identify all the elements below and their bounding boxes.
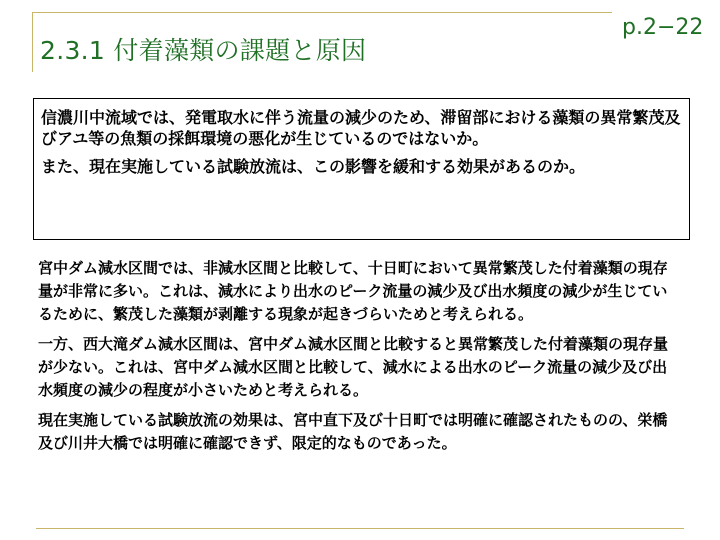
slide-title: 2.3.1 付着藻類の課題と原因 <box>40 36 367 65</box>
issue-box <box>33 98 690 240</box>
issue-paragraph: また、現在実施している試験放流は、この影響を緩和する効果があるのか。 <box>41 157 586 176</box>
issue-paragraph: 信濃川中流域では、発電取水に伴う流量の減少のため、滞留部における藻類の異常繁茂及びアユ等の魚類の採餌環境の悪化が生じているのではないか。 <box>41 108 681 148</box>
page-number: p.2−22 <box>622 15 704 40</box>
body-paragraph: 宮中ダム減水区間では、非減水区間と比較して、十日町において異常繁茂した付着藻類の現存量が非常に多い。これは、減水により出水のピーク流量の減少及び出水頻度の減少が生じているために、繁茂した藻類が剥離する現象が起きづらいためと考えられる。 <box>38 259 668 323</box>
body-paragraph: 一方、西大滝ダム減水区間は、宮中ダム減水区間と比較すると異常繁茂した付着藻類の現存量が少ない。これは、宮中ダム減水区間と比較して、減水による出水のピーク流量の減少及び出水頻度の減少の程度が小さいためと考えられる。 <box>38 335 669 399</box>
body-text <box>38 257 678 462</box>
body-paragraph: 現在実施している試験放流の効果は、宮中直下及び十日町では明確に確認されたものの、栄橋及び川井大橋では明確に確認できず、限定的なものであった。 <box>38 411 668 452</box>
left-divider <box>32 12 33 72</box>
bottom-divider <box>36 528 684 529</box>
top-divider <box>32 12 612 13</box>
